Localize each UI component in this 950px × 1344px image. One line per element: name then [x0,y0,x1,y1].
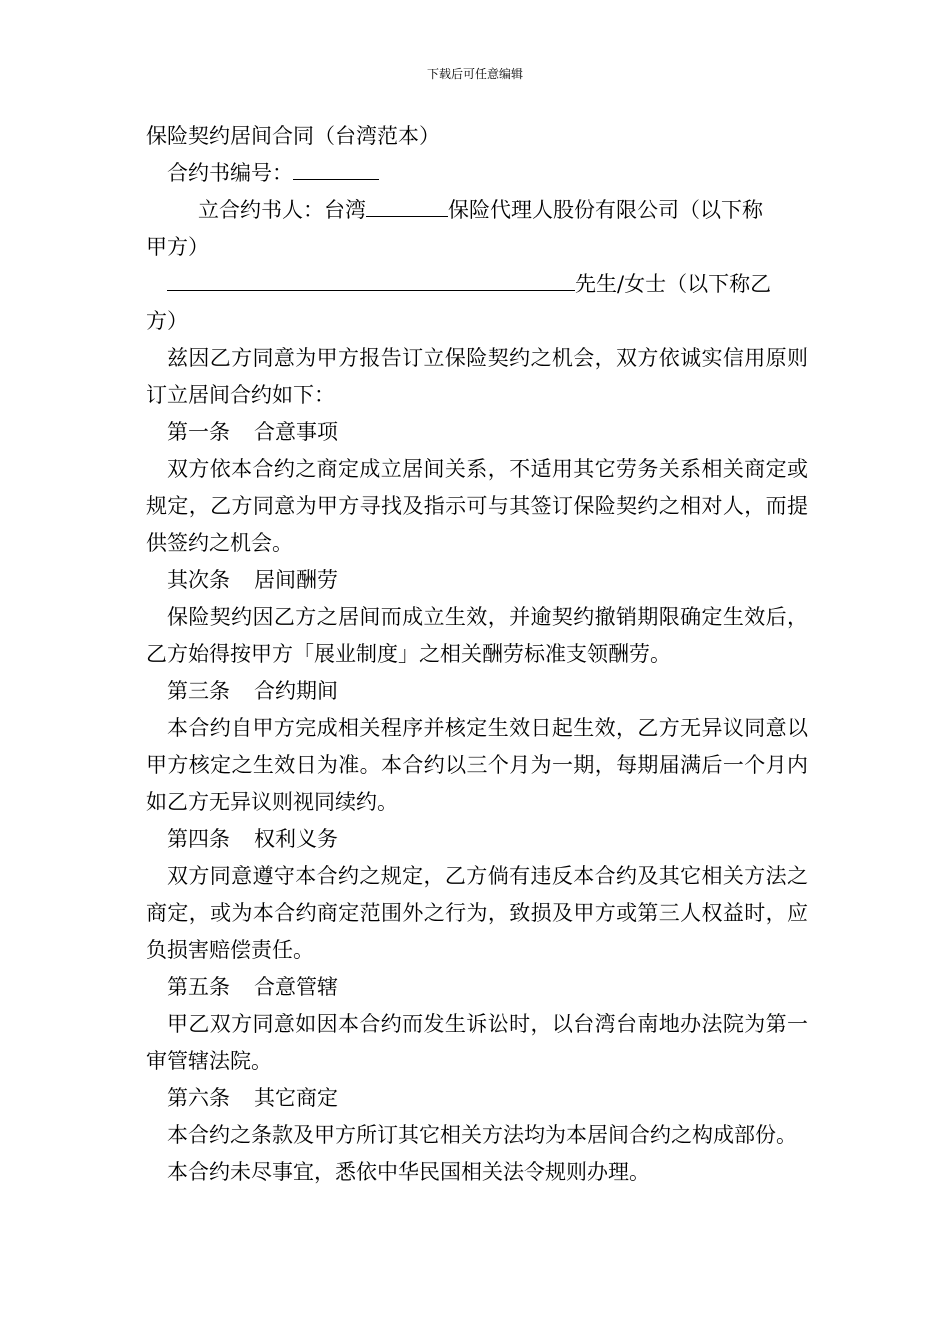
party-b-line [146,266,808,303]
article-heading [146,821,808,858]
article-heading [146,673,808,710]
preamble: 兹因乙方同意为甲方报告订立保险契约之机会，双方依诚实信用原则订立居间合约如下： [146,346,808,407]
party-b-tail: 方） [146,309,188,333]
party-a-suffix: 保险代理人股份有限公司（以下称 [448,198,763,222]
party-a-tail: 甲方） [146,235,209,259]
article-paragraph: 本合约自甲方完成相关程序并核定生效日起生效，乙方无异议同意以甲方核定之生效日为准。本合约以三个月为一期，每期届满后一个月内如乙方无异议则视同续约。 [146,716,808,814]
article-title: 合意事项 [254,420,338,444]
party-a-line [146,192,808,229]
party-a-prefix: 立合约书人：台湾 [198,198,366,222]
article-paragraph: 保险契约因乙方之居间而成立生效，并逾契约撤销期限确定生效后，乙方始得按甲方「展业制度」之相关酬劳标准支领酬劳。 [146,605,808,666]
article-paragraph: 双方依本合约之商定成立居间关系，不适用其它劳务关系相关商定或规定，乙方同意为甲方寻找及指示可与其签订保险契约之相对人，而提供签约之机会。 [146,457,808,555]
article-number: 第五条 [167,975,230,999]
article-number: 其次条 [167,568,230,592]
document-body [146,118,808,1191]
article-number: 第三条 [167,679,230,703]
article-title: 权利义务 [254,827,338,851]
article-paragraph: 双方同意遵守本合约之规定，乙方倘有违反本合约及其它相关方法之商定，或为本合约商定范围外之行为，致损及甲方或第三人权益时，应负损害赔偿责任。 [146,864,808,962]
article-title: 合约期间 [254,679,338,703]
article-heading [146,1080,808,1117]
contract-number-line [146,155,808,192]
page-header: 下载后可任意编辑 [426,67,523,81]
article-number: 第一条 [167,420,230,444]
party-a-name-blank [366,192,448,217]
article-title: 居间酬劳 [254,568,338,592]
article-paragraph: 本合约未尽事宜，悉依中华民国相关法令规则办理。 [167,1160,650,1184]
article-number: 第六条 [167,1086,230,1110]
party-b-name-blank [167,266,575,291]
articles [146,414,808,1191]
contract-number-blank [293,155,379,180]
article-number: 第四条 [167,827,230,851]
article-paragraph: 本合约之条款及甲方所订其它相关方法均为本居间合约之构成部份。 [167,1123,797,1147]
document-title: 保险契约居间合同（台湾范本） [146,124,440,148]
article-title: 合意管辖 [254,975,338,999]
article-heading [146,562,808,599]
contract-number-label: 合约书编号： [167,161,293,185]
article-heading [146,969,808,1006]
article-paragraph: 甲乙双方同意如因本合约而发生诉讼时，以台湾台南地办法院为第一审管辖法院。 [146,1012,808,1073]
party-b-suffix: 先生/女士（以下称乙 [575,272,772,296]
article-heading [146,414,808,451]
article-title: 其它商定 [254,1086,338,1110]
